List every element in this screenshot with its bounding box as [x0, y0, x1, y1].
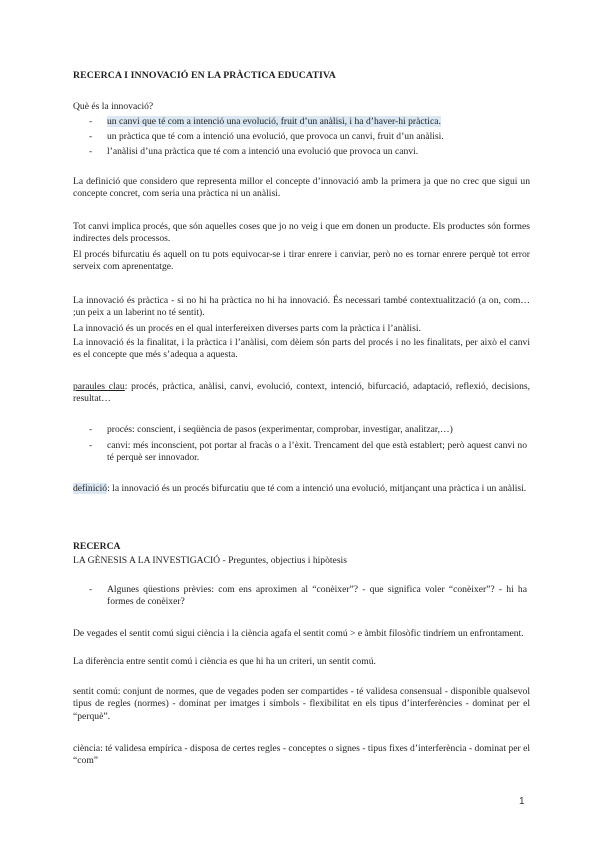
keywords-paragraph	[73, 381, 530, 406]
paragraph-common-sense-definition: sentit comú: conjunt de normes, que de vegades poden ser compartides - té validesa consensual - disponible qualsevol tipus de regles (normes) - dominat per imatges i símbols - flexibilitat en els tipus d’interferències - dominat per el “perquè”.	[73, 686, 530, 722]
definition-text: : la innovació és un procés bifurcatiu que té com a intenció una evolució, mitjançant una pràctica i un anàlisi.	[107, 483, 527, 494]
definition-text: un pràctica que té com a intenció una evolució, que provoca un canvi, fruit d’un anàlisi.	[107, 131, 444, 142]
highlighted-definition: un canvi que té com a intenció una evolució, fruit d’un anàlisi, i ha d’haver-hi pràctica.	[107, 116, 441, 127]
definition-label: definició	[73, 483, 108, 494]
section-subtitle	[73, 555, 530, 567]
definition-paragraph	[73, 483, 530, 495]
definition-text: l’anàlisi d’una pràctica que té com a intenció una evolució que provoca un canvi.	[107, 146, 419, 157]
dash-bullet: -	[89, 584, 93, 595]
dash-bullet: -	[89, 131, 93, 142]
questions-text: Algunes qüestions prèvies: com ens aproximen al “conèixer”? - que significa voler “conèixer”? - hi ha formes de conèixer?	[107, 584, 527, 608]
page-number: 1	[519, 796, 525, 807]
section-subtitle-caps: LA GÈNESIS A LA INVESTIGACIÓ	[73, 555, 221, 566]
paragraph-difference: La diferència entre sentit comú i ciència es que hi ha un criteri, un sentit comú.	[73, 656, 376, 667]
paragraph-chosen-definition: La definició que considero que representa millor el concepte d’innovació amb la primera ja que no crec que sigui un concepte concret, com seria una pràctica ni un anàlisi.	[73, 176, 530, 200]
dash-bullet: -	[89, 116, 93, 127]
paragraph-bifurcation: El procés bifurcatiu és aquell on tu pots equivocar-se i tirar enrere i canviar, però no es tornar enrere perquè tot error serveix com aprenentatge.	[73, 249, 530, 273]
change-text: canvi: més inconscient, pot portar al fracàs o a l’èxit. Trencament del que està establert; però aquest canvi no té perquè ser innovador.	[107, 440, 527, 464]
section-title: RECERCA	[73, 541, 121, 552]
paragraph-innovation-finality: La innovació és la finalitat, i la pràctica i l’anàlisi, com dèiem són parts del procés i no les finalitats, per això el canvi es el concepte que més s’adequa a aquesta.	[73, 337, 530, 361]
keywords-label: paraules clau	[73, 381, 125, 392]
paragraph-process: Tot canvi implica procés, que són aquelles coses que jo no veig i que em donen un producte. Els productes són formes indirectes dels processos.	[73, 221, 530, 245]
dash-bullet: -	[89, 146, 93, 157]
dash-bullet: -	[89, 424, 93, 435]
process-text: procés: conscient, i seqüència de pasos (experimentar, comprobar, investigar, analitzar,…)	[107, 424, 453, 435]
document-title: RECERCA I INNOVACIÓ EN LA PRÀCTICA EDUCATIVA	[73, 70, 336, 81]
paragraph-common-sense: De vegades el sentit comú sigui ciència i la ciència agafa el sentit comú > e àmbit filosòfic tindríem un enfrontament.	[73, 628, 524, 639]
paragraph-science-definition: ciència: té validesa empírica - disposa de certes regles - conceptes o signes - tipus fixes d’interferència - dominat per el “com”	[73, 743, 530, 767]
paragraph-innovation-process: La innovació és un procés en el qual interfereixen diverses parts com la pràctica i l’anàlisi.	[73, 323, 421, 334]
dash-bullet: -	[89, 440, 93, 451]
keywords-text: : procés, pràctica, anàlisi, canvi, evolució, context, intenció, bifurcació, adaptació, reflexió, decisions, resultat…	[73, 381, 530, 405]
section-subtitle-rest: - Preguntes, objectius i hipòtesis	[220, 555, 347, 566]
paragraph-practice: La innovació és pràctica - si no hi ha pràctica no hi ha innovació. És necessari també contextualització (a on, com… ;un peix a un laberint no té sentit).	[73, 295, 530, 319]
question-heading: Què és la innovació?	[73, 101, 154, 112]
